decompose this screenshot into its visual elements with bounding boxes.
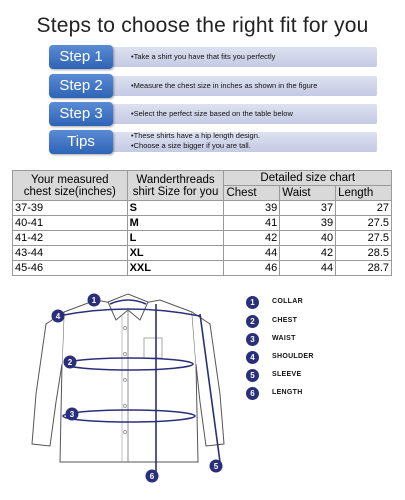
marker-1 <box>88 294 101 307</box>
header-waist: Waist <box>280 186 336 201</box>
table-row <box>13 201 392 216</box>
tips-text <box>131 131 373 151</box>
cell-length: 27.5 <box>336 231 392 246</box>
cell-waist: 39 <box>280 216 336 231</box>
header-size-line2: shirt Size for you <box>132 185 219 198</box>
step-1-text: •Take a shirt you have that fits you perfectly <box>131 52 276 61</box>
table-row <box>13 246 392 261</box>
cell-size: XXL <box>127 261 224 276</box>
cell-chest: 41 <box>224 216 280 231</box>
cell-waist: 37 <box>280 201 336 216</box>
marker-2-label: 2 <box>67 358 73 367</box>
marker-4 <box>52 310 65 323</box>
cell-chest: 46 <box>224 261 280 276</box>
legend-item <box>246 351 356 365</box>
cell-length: 27 <box>336 201 392 216</box>
legend-label: SHOULDER <box>272 353 314 360</box>
cell-chest: 42 <box>224 231 280 246</box>
marker-5 <box>210 460 223 473</box>
cell-waist: 44 <box>280 261 336 276</box>
cell-waist: 40 <box>280 231 336 246</box>
step-2-text: •Measure the chest size in inches as shown in the figure <box>131 81 318 90</box>
shirt-measurement-diagram <box>24 284 234 494</box>
marker-1-label: 1 <box>91 296 97 305</box>
cell-length: 27.5 <box>336 216 392 231</box>
marker-3 <box>66 408 79 421</box>
legend-item <box>246 387 356 401</box>
cell-measured: 40-41 <box>13 216 128 231</box>
header-measured-chest <box>13 171 128 201</box>
marker-2 <box>64 356 77 369</box>
header-chest: Chest <box>224 186 280 201</box>
legend-number: 5 <box>246 369 259 382</box>
cell-size: L <box>127 231 224 246</box>
cell-measured: 41-42 <box>13 231 128 246</box>
table-row <box>13 216 392 231</box>
legend-number: 1 <box>246 296 259 309</box>
header-length: Length <box>336 186 392 201</box>
legend-label: WAIST <box>272 335 296 342</box>
legend-number: 2 <box>246 315 259 328</box>
legend-number: 6 <box>246 387 259 400</box>
cell-measured: 37-39 <box>13 201 128 216</box>
cell-chest: 39 <box>224 201 280 216</box>
cell-length: 28.7 <box>336 261 392 276</box>
shirt-left-sleeve <box>32 312 64 446</box>
legend-item <box>246 333 356 347</box>
step-3-text: •Select the perfect size based on the table below <box>131 109 293 118</box>
tips-line-2: •Choose a size bigger if you are tall. <box>131 141 251 150</box>
table-row <box>13 261 392 276</box>
cell-measured: 43-44 <box>13 246 128 261</box>
legend-number: 3 <box>246 333 259 346</box>
header-measured-line2: chest size(inches) <box>23 185 116 198</box>
marker-6 <box>146 470 159 483</box>
header-measured-line1: Your measured <box>31 173 109 186</box>
legend-item <box>246 315 356 329</box>
legend-label: COLLAR <box>272 298 303 305</box>
size-chart-table <box>12 170 392 276</box>
tips-line-1: •These shirts have a hip length design. <box>131 131 260 140</box>
step-1-row <box>49 45 377 69</box>
legend-item <box>246 369 356 383</box>
marker-5-label: 5 <box>213 462 219 471</box>
cell-size: M <box>127 216 224 231</box>
cell-waist: 42 <box>280 246 336 261</box>
marker-3-label: 3 <box>69 410 75 419</box>
header-detailed-size-chart: Detailed size chart <box>224 171 392 186</box>
marker-6-label: 6 <box>149 472 155 481</box>
legend-item <box>246 296 356 310</box>
table-row <box>13 231 392 246</box>
step-3-badge: Step 3 <box>49 102 113 126</box>
marker-4-label: 4 <box>55 312 61 321</box>
step-1-badge: Step 1 <box>49 45 113 69</box>
header-size-line1: Wanderthreads <box>136 173 215 186</box>
cell-measured: 45-46 <box>13 261 128 276</box>
legend-label: SLEEVE <box>272 371 302 378</box>
cell-chest: 44 <box>224 246 280 261</box>
step-2-row <box>49 74 377 98</box>
cell-size: XL <box>127 246 224 261</box>
step-3-row <box>49 102 377 126</box>
legend-label: CHEST <box>272 317 298 324</box>
tips-row <box>49 130 377 154</box>
legend-number: 4 <box>246 351 259 364</box>
shirt-body <box>60 300 198 462</box>
legend-label: LENGTH <box>272 389 303 396</box>
cell-size: S <box>127 201 224 216</box>
step-2-badge: Step 2 <box>49 74 113 98</box>
cell-length: 28.5 <box>336 246 392 261</box>
tips-badge: Tips <box>49 130 113 154</box>
header-shirt-size <box>127 171 224 201</box>
page-title: Steps to choose the right fit for you <box>36 14 369 37</box>
